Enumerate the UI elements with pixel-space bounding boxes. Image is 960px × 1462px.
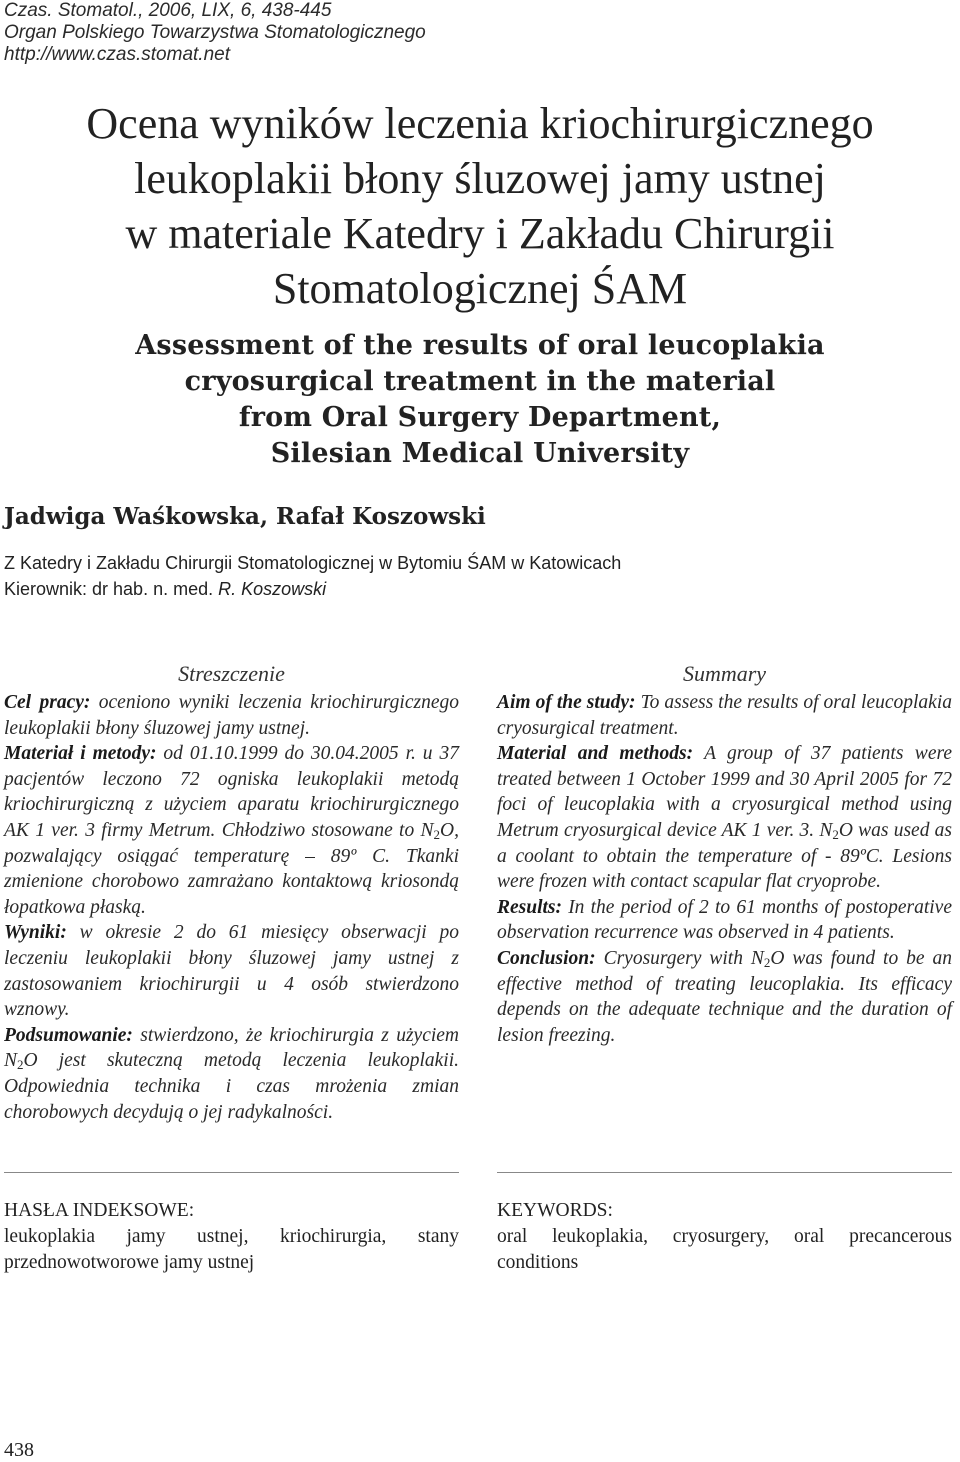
methods-text-cont: O was used as a coolant to obtain the temperature of - 89ºC. Lesions were frozen with contact scapular flat cryoprobe.: [497, 819, 952, 893]
affiliation: [4, 550, 621, 602]
keywords-pl-text: leukoplakia jamy ustnej, kriochirurgia, stany przednowotworowe jamy ustnej: [4, 1226, 459, 1273]
results-text: In the period of 2 to 61 months of postoperative observation recurrence was observed in 4 patients.: [497, 896, 952, 944]
summary-label: Podsumowanie:: [4, 1024, 133, 1046]
subscript-2: 2: [763, 954, 771, 970]
title-polish: [60, 96, 900, 316]
methods-text: A group of 37 patients were treated between 1 October 1999 and 30 April 2005 for 72 foci of leucoplakia with a cryosurgical method using Metrum cryosurgical device AK 1 ver. 3. N: [497, 743, 952, 841]
authors: Jadwiga Waśkowska, Rafał Koszowski: [4, 503, 486, 530]
journal-url: http://www.czas.stomat.net: [4, 44, 230, 65]
keywords-en-text: oral leukoplakia, cryosurgery, oral precancerous conditions: [497, 1226, 952, 1273]
abstract-english: [497, 660, 952, 1048]
methods-label: Material and methods:: [497, 743, 694, 765]
journal-organ: Organ Polskiego Towarzystwa Stomatologicznego: [4, 22, 426, 43]
abstract-en-aim: [497, 690, 952, 741]
results-label: Results:: [497, 896, 563, 918]
abstract-pl-results: [4, 920, 459, 1022]
summary-text: stwierdzono, że kriochirurgia z użyciem N: [4, 1024, 459, 1072]
title-english: [60, 328, 900, 472]
aim-text: oceniono wyniki leczenia kriochirurgicznego leukoplakii błony śluzowej jamy ustnej.: [4, 692, 459, 739]
abstract-en-results: [497, 895, 952, 946]
aim-label: Cel pracy:: [4, 692, 91, 713]
methods-text: od 01.10.1999 do 30.04.2005 r. u 37 pacjentów leczono 72 ogniska leukoplakii metodą kriochirurgiczną z użyciem aparatu kriochirurgicznego AK 1 ver. 3 firmy Metrum. Chłodziwo stosowane to N: [4, 743, 459, 841]
title-pl-line: leukoplakii błony śluzowej jamy ustnej: [134, 154, 826, 203]
subscript-2: 2: [17, 1057, 24, 1073]
affiliation-head-prefix: Kierownik: dr hab. n. med.: [4, 579, 219, 599]
title-en-line: Assessment of the results of oral leucoplakia: [135, 330, 825, 361]
aim-label: Aim of the study:: [497, 692, 636, 713]
page-number: 438: [4, 1439, 34, 1461]
results-text: w okresie 2 do 61 miesięcy obserwacji po leczeniu leukoplakii błony śluzowej jamy ustnej z zastosowaniem kriochirurgii u 4 osób stwierdzono wznowy.: [4, 922, 459, 1021]
summary-text-cont: O jest skuteczną metodą leczenia leukoplakii. Odpowiednia technika i czas mrożenia zmian chorobowych decydują o jej radykalności.: [4, 1050, 459, 1123]
abstract-en-conclusion: [497, 946, 952, 1048]
affiliation-head-name: R. Koszowski: [218, 579, 327, 599]
keywords-english: [497, 1198, 952, 1276]
abstract-pl-aim: [4, 690, 459, 741]
conclusion-text-cont: O was found to be an effective method of treating leucoplakia. Its efficacy depends on the adequate technique and the duration of lesion freezing.: [497, 947, 952, 1046]
abstract-en-heading: Summary: [682, 661, 767, 686]
abstract-pl-summary: [4, 1023, 459, 1125]
conclusion-label: Conclusion:: [497, 947, 596, 969]
abstract-pl-methods: [4, 741, 459, 920]
affiliation-department: Z Katedry i Zakładu Chirurgii Stomatologicznej w Bytomiu ŚAM w Katowicach: [4, 553, 622, 573]
journal-header: [4, 0, 426, 66]
conclusion-text: Cryosurgery with N: [595, 947, 764, 969]
keywords-pl-label: HASŁA INDEKSOWE:: [4, 1200, 195, 1221]
abstract-en-methods: [497, 741, 952, 895]
title-en-line: from Oral Surgery Department,: [238, 402, 722, 433]
keywords-en-label: KEYWORDS:: [497, 1200, 613, 1221]
divider-left: [4, 1172, 459, 1173]
affiliation-head: [4, 576, 621, 602]
keywords-polish: [4, 1198, 459, 1276]
abstract-polish: [4, 660, 459, 1125]
title-en-line: Silesian Medical University: [270, 438, 690, 469]
title-pl-line: Ocena wyników leczenia kriochirurgicznego: [86, 99, 874, 148]
methods-label: Materiał i metody:: [4, 743, 157, 765]
subscript-2: 2: [832, 826, 839, 842]
title-en-line: cryosurgical treatment in the material: [184, 366, 776, 397]
divider-right: [497, 1172, 952, 1173]
aim-text: To assess the results of oral leucoplakia cryosurgical treatment.: [497, 692, 952, 739]
results-label: Wyniki:: [4, 922, 67, 944]
title-pl-line: w materiale Katedry i Zakładu Chirurgii: [125, 209, 835, 258]
title-pl-line: Stomatologicznej ŚAM: [272, 264, 688, 313]
methods-text-cont: O, pozwalający osiągać temperaturę – 89º C. Tkanki zmienione chorobowo zamrażano kontaktową kriosondą łopatkowa płaską.: [4, 819, 459, 918]
subscript-2: 2: [433, 826, 441, 842]
journal-citation: Czas. Stomatol., 2006, LIX, 6, 438-445: [4, 0, 332, 21]
abstract-pl-heading: Streszczenie: [178, 661, 285, 686]
